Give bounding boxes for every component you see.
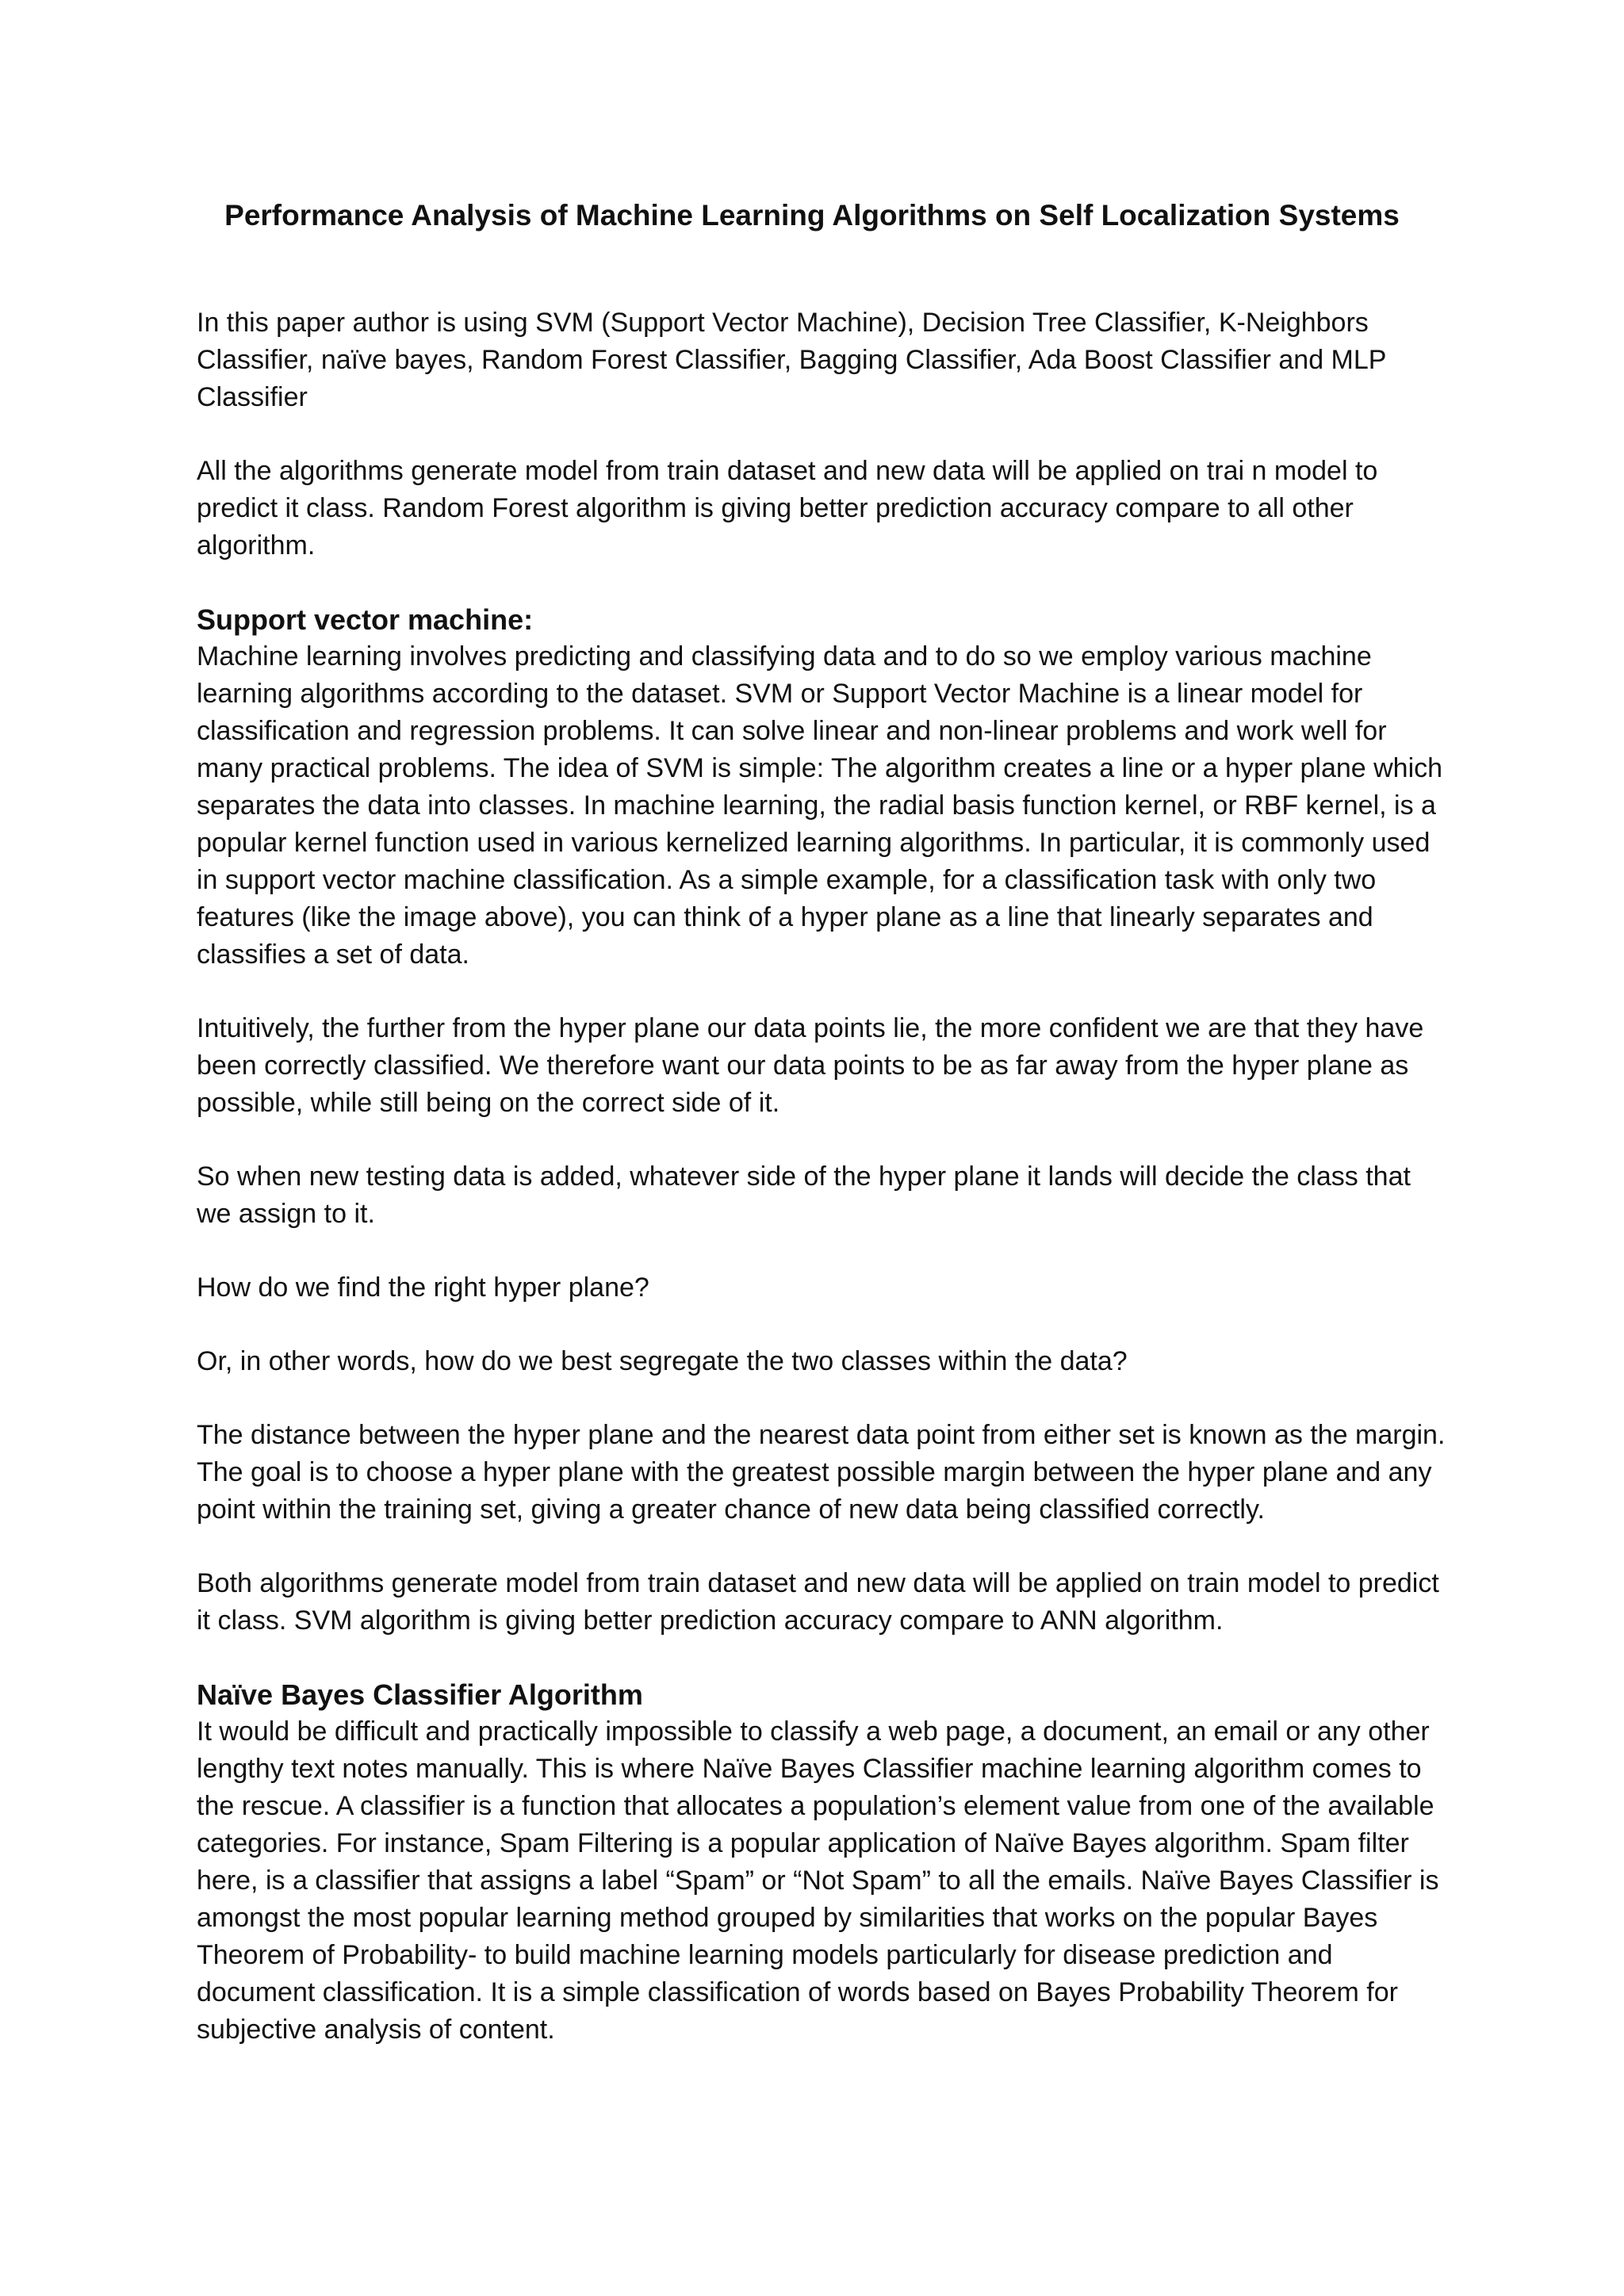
- svm-paragraph-question: How do we find the right hyper plane?: [197, 1272, 649, 1303]
- svm-paragraph-margin: The distance between the hyper plane and the nearest data point from either set is known as the margin. The goal is to choose a hyper plane with the greatest possible margin between the hyper plane and any point within the training set, giving a greater chance of new data being classified correctly.: [197, 1420, 1446, 1525]
- document-body: [197, 304, 1450, 2085]
- naive-bayes-heading: Naïve Bayes Classifier Algorithm: [197, 1678, 643, 1711]
- svm-section: [197, 601, 1450, 1640]
- svm-paragraph-testing: So when new testing data is added, whatever side of the hyper plane it lands will decide the class that we assign to it.: [197, 1161, 1411, 1229]
- document-title: Performance Analysis of Machine Learning Algorithms on Self Localization Systems: [224, 199, 1400, 232]
- svm-paragraph-segregate: Or, in other words, how do we best segregate the two classes within the data?: [197, 1346, 1128, 1376]
- svm-paragraph-overview: Machine learning involves predicting and classifying data and to do so we employ various machine learning algorithms according to the dataset. SVM or Support Vector Machine is a linear model for classification and regression problems. It can solve linear and non-linear problems and work well for many practical problems. The idea of SVM is simple: The algorithm creates a line or a hyper plane which separates the data into classes. In machine learning, the radial basis function kernel, or RBF kernel, is a popular kernel function used in various kernelized learning algorithms. In particular, it is commonly used in support vector machine classification. As a simple example, for a classification task with only two features (like the image above), you can think of a hyper plane as a line that linearly separates and classifies a set of data.: [197, 641, 1443, 970]
- intro-paragraph-algorithms: In this paper author is using SVM (Support Vector Machine), Decision Tree Classifier, K-Neighbors Classifier, naïve bayes, Random Forest Classifier, Bagging Classifier, Ada Boost Classifier and MLP Classifier: [197, 308, 1386, 412]
- intro-paragraph-results: All the algorithms generate model from train dataset and new data will be applied on trai n model to predict it class. Random Forest algorithm is giving better prediction accuracy compare to all other algorithm.: [197, 456, 1378, 561]
- naive-bayes-section: [197, 1676, 1450, 2049]
- svm-heading: Support vector machine:: [197, 603, 534, 636]
- naive-bayes-paragraph: It would be difficult and practically impossible to classify a web page, a document, an email or any other lengthy text notes manually. This is where Naïve Bayes Classifier machine learning algorithm comes to the rescue. A classifier is a function that allocates a population’s element value from one of the available categories. For instance, Spam Filtering is a popular application of Naïve Bayes algorithm. Spam filter here, is a classifier that assigns a label “Spam” or “Not Spam” to all the emails. Naïve Bayes Classifier is amongst the most popular learning method grouped by similarities that works on the popular Bayes Theorem of Probability- to build machine learning models particularly for disease prediction and document classification. It is a simple classification of words based on Bayes Probability Theorem for subjective analysis of content.: [197, 1716, 1439, 2045]
- svm-paragraph-confidence: Intuitively, the further from the hyper plane our data points lie, the more confident we are that they have been correctly classified. We therefore want our data points to be as far away from the hyper plane as possible, while still being on the correct side of it.: [197, 1013, 1424, 1118]
- svm-paragraph-comparison: Both algorithms generate model from train dataset and new data will be applied on train model to predict it class. SVM algorithm is giving better prediction accuracy compare to ANN algorithm.: [197, 1568, 1439, 1636]
